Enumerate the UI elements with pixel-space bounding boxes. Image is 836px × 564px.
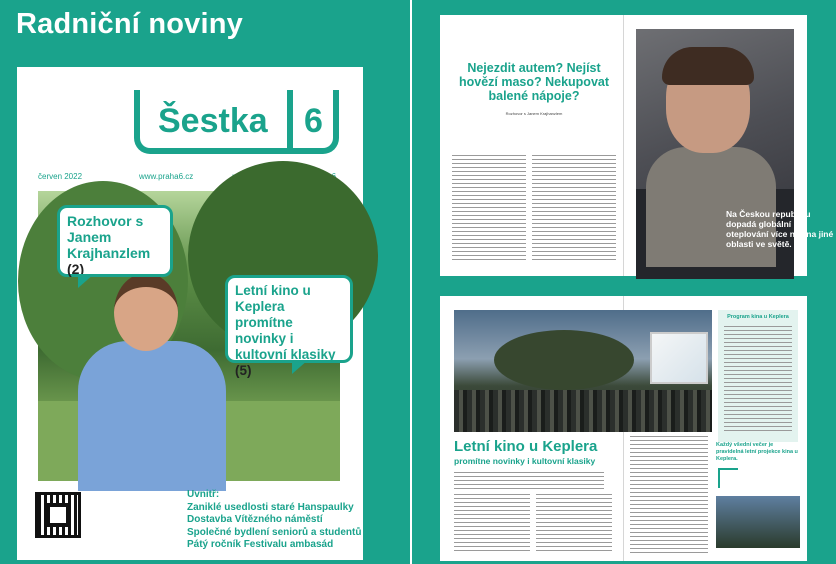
logo-number: 6	[304, 102, 323, 140]
program-list	[724, 326, 792, 434]
qr-inner	[46, 503, 70, 527]
text-column	[532, 155, 616, 263]
interview-headline: Nejezdit autem? Nejíst hovězí maso? Nekupovat balené nápoje?	[458, 61, 610, 103]
program-box	[718, 310, 798, 442]
trees	[494, 330, 634, 390]
issue-date: červen 2022	[38, 172, 83, 181]
page-title: Radniční noviny	[16, 8, 243, 40]
bubble-text: Rozhovor s Janem Krajhanzlem	[67, 213, 151, 261]
text-column	[452, 155, 526, 263]
scarf	[646, 147, 776, 267]
crowd	[454, 390, 712, 432]
spread-interview[interactable]	[440, 15, 834, 276]
speech-bubble-interview[interactable]	[57, 205, 173, 277]
speech-bubble-cinema[interactable]	[225, 275, 353, 378]
inside-item[interactable]: Společné bydlení seniorů a studentů	[187, 526, 362, 538]
inside-item[interactable]: Dostavba Vítězného náměstí	[187, 514, 323, 525]
inside-contents	[187, 489, 361, 552]
inside-label: Uvnitř:	[187, 489, 220, 500]
text-column	[630, 436, 708, 554]
cinema-headline: Letní kino u Keplera	[454, 438, 598, 455]
bubble-text: Letní kino u Keplera promítne novinky i kultovní klasiky	[235, 283, 336, 362]
text-column	[536, 494, 612, 554]
person-body	[78, 341, 226, 491]
logo-separator	[287, 90, 293, 148]
spread-cinema[interactable]	[440, 296, 807, 561]
inside-item[interactable]: Pátý ročník Festivalu ambasád	[187, 539, 334, 550]
cinema-photo	[454, 310, 712, 432]
inside-item[interactable]: Zaniklé usedlosti staré Hanspaulky	[187, 501, 354, 513]
newspaper-cover[interactable]	[17, 67, 363, 560]
arrow-icon	[718, 468, 738, 488]
website-link[interactable]: www.praha6.cz	[139, 172, 194, 181]
side-note: Každý všední večer je pravidelná letní projekce kina u Keplera.	[716, 442, 798, 462]
sestka-logo	[134, 90, 339, 154]
hair	[662, 47, 754, 85]
pull-quote: Na Českou republiku dopadá globální oteplování více než na jiné oblasti ve světě.	[726, 209, 834, 249]
qr-code-icon[interactable]	[38, 495, 78, 535]
cinema-subheadline: promítne novinky i kultovní klasiky	[454, 456, 596, 466]
program-title: Program kina u Keplera	[727, 314, 789, 320]
bubble-page-number: (2)	[67, 261, 85, 277]
interview-subtitle: Rozhovor s Janem Krajhanzlem	[505, 111, 563, 116]
cinema-screen	[650, 332, 708, 384]
text-column	[454, 494, 530, 554]
person-head	[114, 273, 178, 351]
lead-text	[454, 472, 604, 490]
logo-title: Šestka	[158, 102, 268, 140]
gutter	[623, 15, 624, 276]
divider	[410, 0, 412, 564]
bubble-page-number: (5)	[235, 363, 252, 378]
small-photo	[716, 496, 800, 548]
